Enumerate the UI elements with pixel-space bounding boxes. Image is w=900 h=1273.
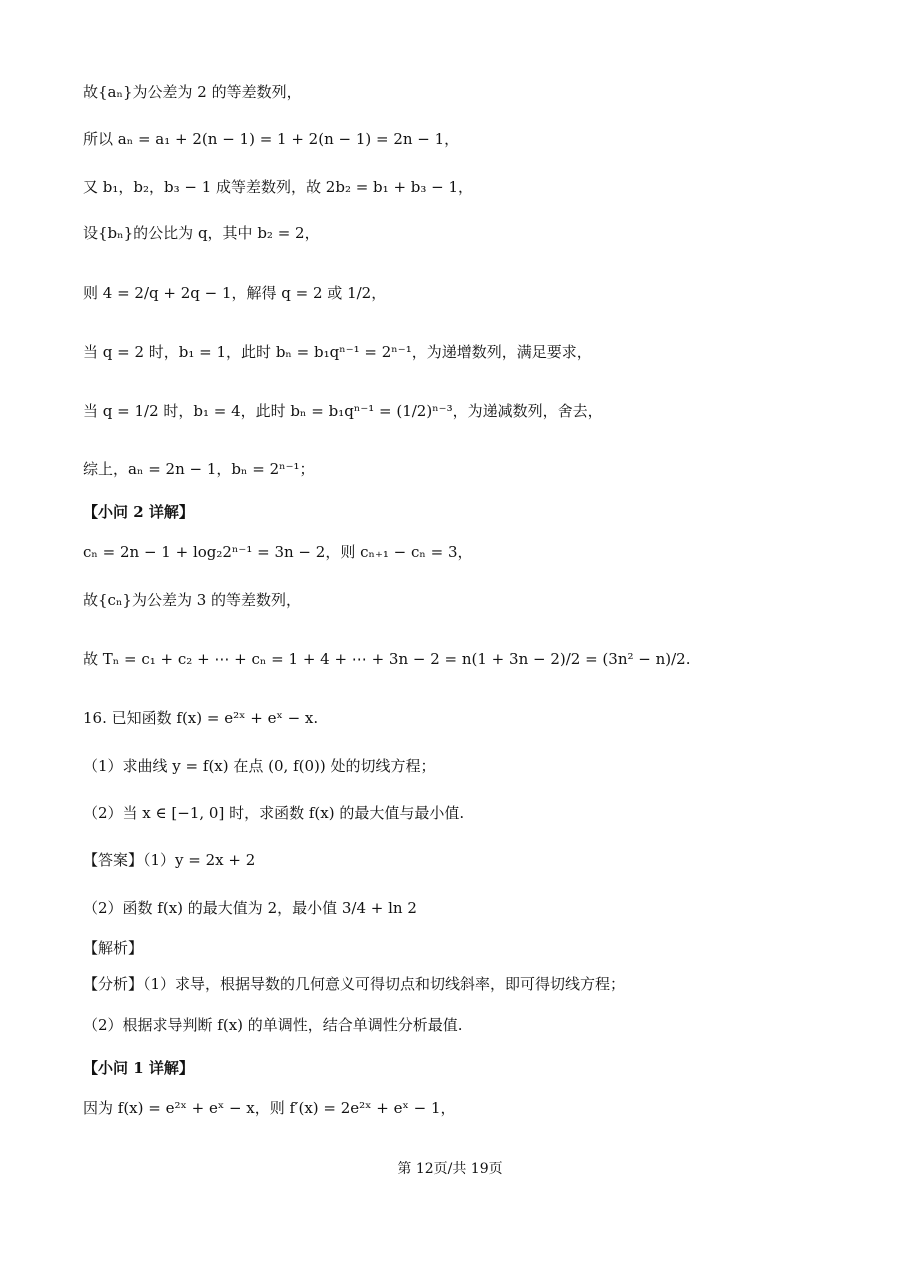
text-line: 设{bₙ}的公比为 q，其中 b₂ = 2， [83, 224, 320, 242]
text-line: 所以 aₙ = a₁ + 2(n − 1) = 1 + 2(n − 1) = 2n − 1， [83, 130, 460, 148]
text-line: 故{aₙ}为公差为 2 的等差数列， [83, 83, 302, 101]
analysis-line: （2）根据求导判断 f(x) 的单调性，结合单调性分析最值. [83, 1016, 463, 1034]
answer-line: 【答案】（1）y = 2x + 2 [83, 851, 256, 869]
text-line: 因为 f(x) = e²ˣ + eˣ − x，则 f′(x) = 2e²ˣ + eˣ − 1， [83, 1099, 456, 1117]
section-heading: 【解析】 [83, 939, 144, 957]
analysis-line: 【分析】（1）求导，根据导数的几何意义可得切点和切线斜率，即可得切线方程； [83, 975, 626, 993]
section-heading: 【小问 2 详解】 [83, 503, 194, 521]
text-line: 则 4 = 2/q + 2q − 1，解得 q = 2 或 1/2， [83, 284, 387, 302]
text-line: 故{cₙ}为公差为 3 的等差数列， [83, 591, 302, 609]
answer-line: （2）函数 f(x) 的最大值为 2，最小值 3/4 + ln 2 [83, 899, 417, 917]
page-footer: 第 12页/共 19页 [397, 1161, 503, 1177]
text-line: 又 b₁，b₂，b₃ − 1 成等差数列，故 2b₂ = b₁ + b₃ − 1， [83, 178, 474, 196]
text-line: 当 q = 1/2 时，b₁ = 4，此时 bₙ = b₁qⁿ⁻¹ = (1/2)ⁿ⁻³，为递减数列，舍去， [83, 402, 603, 420]
section-heading: 【小问 1 详解】 [83, 1059, 194, 1077]
question-part: （1）求曲线 y = f(x) 在点 (0, f(0)) 处的切线方程； [83, 757, 436, 775]
question-title: 16. 已知函数 f(x) = e²ˣ + eˣ − x. [83, 709, 319, 727]
text-line: 当 q = 2 时，b₁ = 1，此时 bₙ = b₁qⁿ⁻¹ = 2ⁿ⁻¹，为递增数列，满足要求， [83, 343, 592, 361]
text-line: 综上，aₙ = 2n − 1，bₙ = 2ⁿ⁻¹； [83, 460, 315, 478]
text-line: cₙ = 2n − 1 + log₂2ⁿ⁻¹ = 3n − 2，则 cₙ₊₁ − cₙ = 3， [83, 543, 473, 561]
text-line: 故 Tₙ = c₁ + c₂ + ⋯ + cₙ = 1 + 4 + ⋯ + 3n − 2 = n(1 + 3n − 2)/2 = (3n² − n)/2. [83, 650, 691, 668]
question-part: （2）当 x ∈ [−1, 0] 时，求函数 f(x) 的最大值与最小值. [83, 804, 465, 822]
